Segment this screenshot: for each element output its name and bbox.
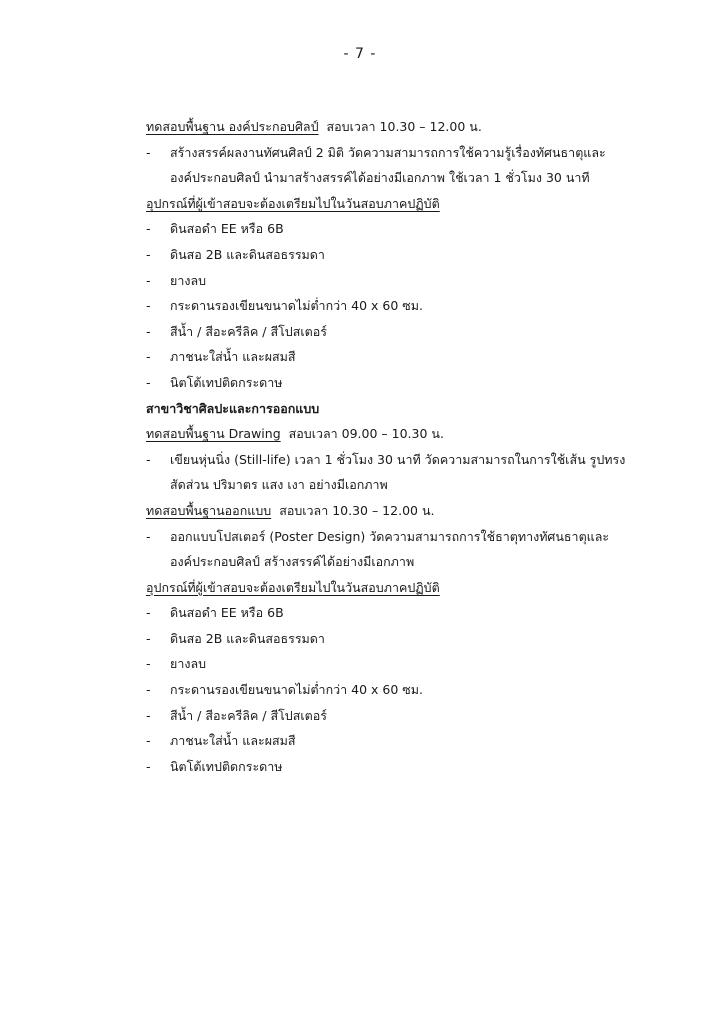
design-heading-time: สอบเวลา 10.30 – 12.00 น. (279, 502, 435, 518)
bullet-dash: - (146, 682, 151, 698)
bullet-dash: - (146, 733, 151, 749)
list-item-text: ภาชนะใส่น้ำ และผสมสี (170, 349, 296, 365)
drawing-heading-title: ทดสอบพื้นฐาน Drawing (146, 426, 281, 442)
list-item (146, 651, 686, 677)
list-item (146, 293, 686, 319)
section1-equipment-heading-text: อุปกรณ์ที่ผู้เข้าสอบจะต้องเตรียมไปในวันสอบภาคปฏิบัติ (146, 195, 440, 211)
bullet-dash: - (146, 707, 151, 723)
section1-description (146, 140, 686, 166)
list-item-text: ยางลบ (170, 656, 207, 672)
bullet-dash: - (146, 758, 151, 774)
drawing-description-line1: เขียนหุ่นนิ่ง (Still-life) เวลา 1 ชั่วโมง 30 นาที วัดความสามารถในการใช้เส้น รูปทรง (170, 451, 626, 467)
list-item (146, 626, 686, 652)
section1-heading-title: ทดสอบพื้นฐาน องค์ประกอบศิลป์ (146, 119, 319, 134)
list-item-text: ดินสอ 2B และดินสอธรรมดา (170, 630, 325, 646)
section2-equipment-list (146, 600, 686, 779)
list-item-text: กระดานรองเขียนขนาดไม่ต่ำกว่า 40 x 60 ซม. (170, 298, 423, 314)
section1-heading (146, 114, 686, 140)
list-item (146, 728, 686, 754)
section1-equipment-list (146, 216, 686, 395)
list-item-text: นิตโต้เทปติดกระดาษ (170, 758, 283, 774)
bullet-dash: - (146, 349, 151, 365)
bullet-dash: - (146, 630, 151, 646)
bullet-dash: - (146, 323, 151, 339)
bullet-dash: - (146, 246, 151, 262)
list-item-text: ดินสอ 2B และดินสอธรรมดา (170, 246, 325, 262)
list-item (146, 754, 686, 780)
bullet-dash: - (146, 221, 151, 237)
list-item-text: สีน้ำ / สีอะครีลิค / สีโปสเตอร์ (170, 323, 327, 339)
bullet-dash: - (146, 605, 151, 621)
list-item-text: ยางลบ (170, 272, 207, 288)
list-item-text: ดินสอดำ EE หรือ 6B (170, 605, 284, 621)
list-item-text: กระดานรองเขียนขนาดไม่ต่ำกว่า 40 x 60 ซม. (170, 682, 423, 698)
list-item (146, 216, 686, 242)
drawing-heading-time: สอบเวลา 09.00 – 10.30 น. (288, 426, 444, 442)
list-item (146, 268, 686, 294)
section2-title: สาขาวิชาศิลปะและการออกแบบ (146, 400, 320, 416)
section1-description-line2: องค์ประกอบศิลป์ นำมาสร้างสรรค์ได้อย่างมีเอกภาพ ใช้เวลา 1 ชั่วโมง 30 นาที (170, 170, 590, 186)
bullet-dash: - (146, 144, 151, 160)
design-heading (146, 498, 686, 524)
bullet-dash: - (146, 298, 151, 314)
list-item (146, 703, 686, 729)
bullet-dash: - (146, 272, 151, 288)
design-description-line1: ออกแบบโปสเตอร์ (Poster Design) วัดความสามารถการใช้ธาตุทางทัศนธาตุและ (170, 528, 610, 544)
drawing-description-line2: สัดส่วน ปริมาตร แสง เงา อย่างมีเอกภาพ (170, 477, 388, 493)
list-item-text: นิตโต้เทปติดกระดาษ (170, 374, 283, 390)
list-item (146, 370, 686, 396)
section2-equipment-heading-text: อุปกรณ์ที่ผู้เข้าสอบจะต้องเตรียมไปในวันสอบภาคปฏิบัติ (146, 579, 440, 595)
list-item-text: สีน้ำ / สีอะครีลิค / สีโปสเตอร์ (170, 707, 327, 723)
design-description-line2: องค์ประกอบศิลป์ สร้างสรรค์ได้อย่างมีเอกภาพ (170, 554, 415, 570)
design-description (146, 524, 686, 550)
list-item-text: ดินสอดำ EE หรือ 6B (170, 221, 284, 237)
section1-heading-time: สอบเวลา 10.30 – 12.00 น. (326, 119, 482, 134)
drawing-heading (146, 421, 686, 447)
bullet-dash: - (146, 374, 151, 390)
page-content (146, 114, 686, 779)
section2-equipment-heading (146, 575, 686, 601)
section1-description-line1: สร้างสรรค์ผลงานทัศนศิลป์ 2 มิติ วัดความสามารถการใช้ความรู้เรื่องทัศนธาตุและ (170, 144, 606, 160)
list-item-text: ภาชนะใส่น้ำ และผสมสี (170, 733, 296, 749)
page-number: - 7 - (343, 46, 377, 62)
bullet-dash: - (146, 451, 151, 467)
bullet-dash: - (146, 656, 151, 672)
list-item (146, 677, 686, 703)
list-item (146, 600, 686, 626)
bullet-dash: - (146, 528, 151, 544)
list-item (146, 319, 686, 345)
section1-equipment-heading (146, 191, 686, 217)
drawing-description (146, 447, 686, 473)
list-item (146, 344, 686, 370)
list-item (146, 242, 686, 268)
design-heading-title: ทดสอบพื้นฐานออกแบบ (146, 502, 272, 518)
